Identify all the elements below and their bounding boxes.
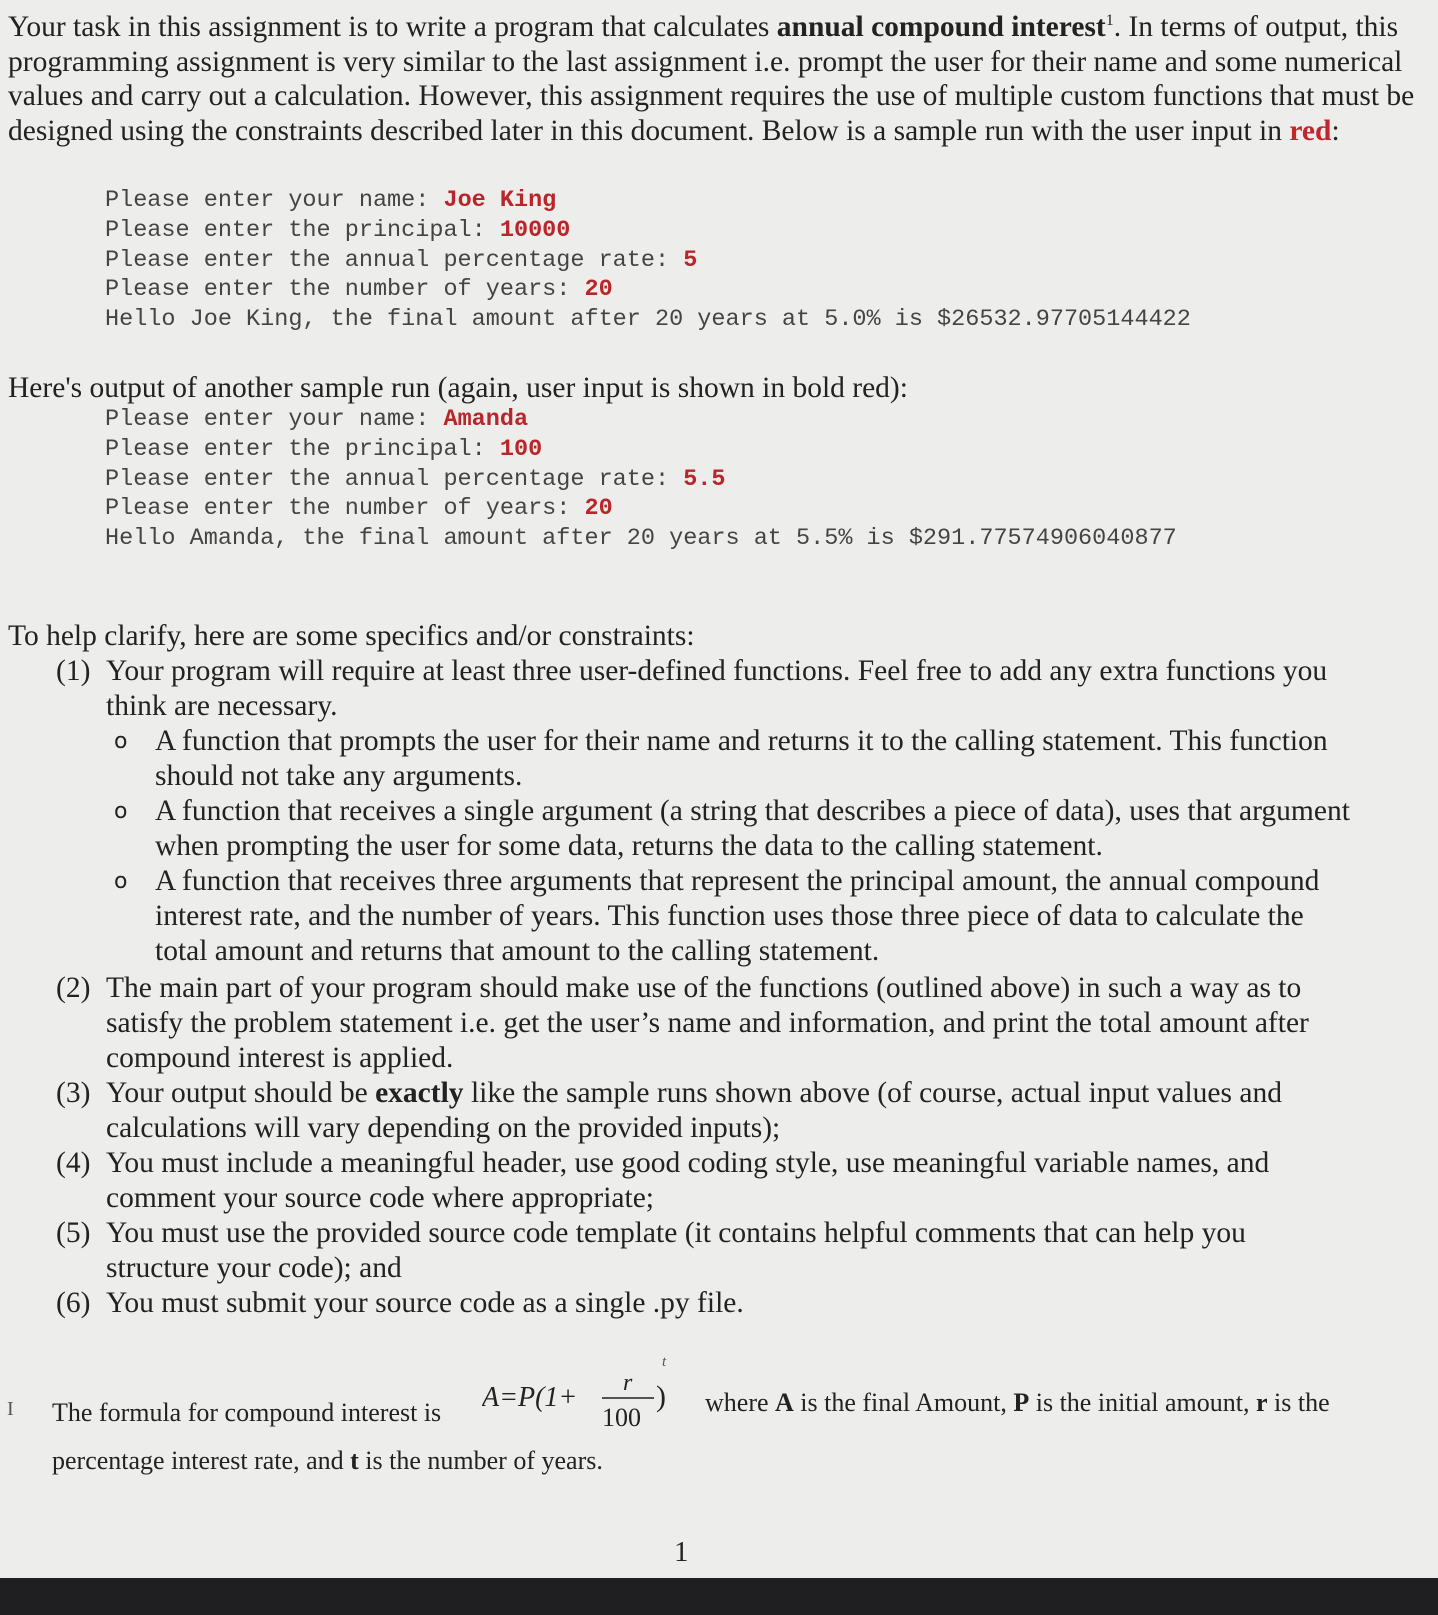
code-line (105, 305, 1191, 335)
formula-exponent: t (662, 1354, 667, 1370)
code-line (105, 246, 1191, 276)
formula-lhs: A=P(1+ (482, 1382, 578, 1413)
code-prompt: Please enter the number of years: (105, 276, 585, 304)
explain-text: percentage interest rate, and (52, 1446, 351, 1475)
sub-bullet-text: A function that receives three arguments that represent the principal amount, the annual compound interest rate, and the number of years. This function uses those three piece of data to calculate the total amount and returns that amount to the calling statement. (155, 865, 1320, 967)
item-text: You must submit your source code as a single .py file. (106, 1287, 744, 1319)
formula-intro: The formula for compound interest is (52, 1398, 442, 1427)
formula-denominator: 100 (602, 1403, 641, 1432)
page-number: 1 (674, 1536, 689, 1568)
code-line (105, 186, 1191, 216)
bullet-icon: o (114, 869, 128, 894)
code-input: Amanda (443, 406, 529, 433)
code-line (105, 465, 1177, 495)
bullet-icon: o (114, 799, 128, 824)
explain-text: is the final Amount, (793, 1388, 1014, 1417)
explain-text: where (705, 1388, 776, 1417)
code-line (105, 405, 1177, 435)
code-prompt: Please enter your name: (105, 187, 444, 214)
explain-text: is the (1267, 1388, 1330, 1417)
var-r: r (1256, 1388, 1268, 1417)
item-number: (1) (56, 655, 91, 687)
constraints-list (0, 654, 1438, 1321)
code-prompt: Please enter the principal: (105, 435, 500, 463)
item-number: (3) (56, 1077, 91, 1109)
code-output: Hello Amanda, the final amount after 20 years at 5.5% is $291.77574906040877 (105, 525, 1177, 553)
formula-close-paren: ) (656, 1380, 666, 1413)
intro-bold-term: annual compound interest (776, 11, 1106, 43)
red-word: red (1289, 114, 1332, 147)
sample-run-1 (105, 186, 1191, 335)
intro-paragraph (8, 10, 1418, 148)
code-input: 5 (683, 246, 698, 274)
constraints-heading: To help clarify, here are some specifics and/or constraints: (8, 620, 695, 652)
item-number: (4) (56, 1147, 91, 1179)
sample-run-2 (105, 405, 1177, 554)
code-input: Joe King (443, 187, 557, 214)
item-number: (2) (56, 972, 91, 1004)
list-item (0, 1146, 1346, 1216)
code-prompt: Please enter the number of years: (105, 495, 585, 523)
code-prompt: Please enter the annual percentage rate: (105, 465, 684, 493)
var-p: P (1013, 1388, 1030, 1417)
explain-text: is the number of years. (358, 1446, 603, 1475)
sub-bullet (0, 724, 1350, 794)
var-a: A (775, 1388, 794, 1417)
sub-bullet (0, 864, 1350, 969)
formula-explanation (705, 1388, 1330, 1418)
intro-text-cont: . In terms of output, this programming assignment is very similar to the last assignment i.e. prompt the user for their name and some numerical values and carry out a calculation. However, this assignment requires the use of multiple custom functions that must be designed using the constraints described later in this document. Below is a sample run with the user input in (8, 11, 1415, 147)
item-text: like the sample runs shown above (of course, actual input values and calculations will vary depending on the provided inputs); (106, 1077, 1282, 1144)
code-input: 20 (584, 495, 613, 523)
formula-numerator: r (623, 1370, 633, 1396)
code-line (105, 275, 1191, 305)
code-prompt: Please enter the principal: (105, 216, 500, 244)
second-run-heading: Here's output of another sample run (again, user input is shown in bold red): (8, 372, 908, 404)
code-input: 20 (584, 276, 613, 304)
code-input: 5.5 (683, 465, 726, 493)
sub-bullet-text: A function that receives a single argument (a string that describes a piece of data), uses that argument when prompting the user for some data, returns the data to the calling statement. (155, 795, 1350, 862)
explain-text: is the initial amount, (1029, 1388, 1256, 1417)
item-text: You must include a meaningful header, use good coding style, use meaningful variable names, and comment your source code where appropriate; (106, 1147, 1270, 1214)
code-line (105, 216, 1191, 246)
code-line (105, 494, 1177, 524)
item-text: The main part of your program should make use of the functions (outlined above) in such a way as to satisfy the problem statement i.e. get the user’s name and information, and print the total amount after compound interest is applied. (106, 972, 1309, 1074)
item-number: (5) (56, 1217, 91, 1249)
list-item (0, 971, 1346, 1076)
item-text: You must use the provided source code template (it contains helpful comments that can help you structure your code); and (106, 1217, 1246, 1284)
item-number: (6) (56, 1287, 91, 1319)
code-input: 10000 (499, 216, 571, 244)
code-line (105, 435, 1177, 465)
list-item (0, 1216, 1346, 1286)
list-item (0, 1286, 1346, 1321)
compound-interest-formula (482, 1354, 702, 1434)
intro-colon: : (1331, 114, 1340, 147)
code-output: Hello Joe King, the final amount after 20 years at 5.0% is $26532.97705144422 (105, 306, 1191, 334)
list-item (0, 654, 1346, 724)
code-prompt: Please enter the annual percentage rate: (105, 246, 684, 274)
item-text: Your output should be (106, 1077, 376, 1109)
item-text: Your program will require at least three user-defined functions. Feel free to add any extra functions you think are necessary. (106, 655, 1328, 722)
list-item (0, 1076, 1346, 1146)
code-line (105, 524, 1177, 554)
code-prompt: Please enter your name: (105, 406, 444, 433)
intro-text: Your task in this assignment is to write a program that calculates (8, 11, 777, 43)
code-input: 100 (499, 435, 543, 463)
footnote-marker: 1 (1105, 12, 1114, 30)
item-bold: exactly (375, 1077, 464, 1109)
screen-bottom-bezel (0, 1578, 1438, 1615)
margin-mark: I (7, 1398, 14, 1420)
sub-bullet (0, 794, 1350, 864)
bullet-icon: o (114, 729, 128, 754)
var-t: t (350, 1446, 359, 1475)
sub-bullet-text: A function that prompts the user for their name and returns it to the calling statement. This function should not take any arguments. (155, 725, 1328, 792)
formula-explanation-line2 (52, 1446, 603, 1476)
